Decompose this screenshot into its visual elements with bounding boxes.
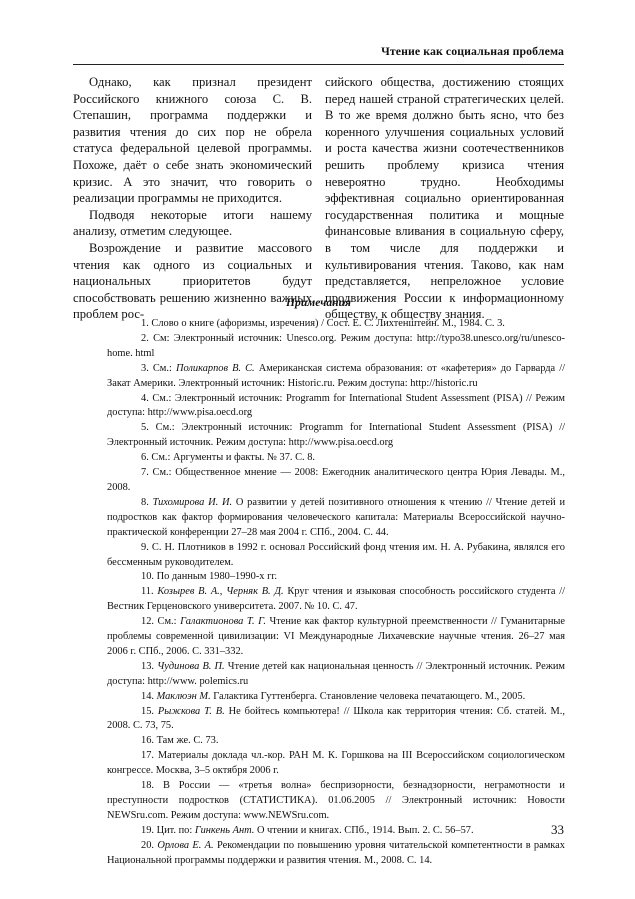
note-item: [107, 392, 565, 422]
note-number: 2.: [141, 332, 154, 344]
note-text: О чтении и книгах. СПб., 1914. Вып. 2. С. 56–57.: [254, 824, 474, 836]
note-item: [107, 749, 565, 779]
note-text: В России — «третья волна» беспризорности, безнадзорности, неграмотности и преступности подростков (СТАТИСТИКА). 01.06.2005 // Электронный источник: Новости NEWSru.com. Режим доступа: www.NEWSru.com.: [107, 780, 565, 821]
note-text: Круг чтения и языковая способность российского студента // Вестник Герценовского университета. 2007. № 10. С. 47.: [107, 586, 565, 613]
note-number: 16.: [141, 735, 157, 747]
note-text: Галактика Гуттенберга. Становление человека печатающего. М., 2005.: [210, 690, 526, 702]
note-number: 17.: [141, 750, 158, 762]
note-text: О развитии у детей позитивного отношения к чтению // Чтение детей и подростков как фактор формирования человеческого капитала: Материалы Всероссийской научно-практической конференции 27–28 мая 2004 г. СПб., 2004. С. 44.: [107, 496, 566, 538]
note-author: Поликарпов В. С.: [175, 362, 255, 374]
note-text: См: Электронный источник: Unesco.org. Режим доступа: http://typo38.unesco.org/ru/unesco-home. html: [107, 332, 565, 359]
note-author: Гинкень Ант.: [194, 824, 255, 836]
note-text: Чтение детей как национальная ценность // Электронный источник. Режим доступа: http://www. polemics.ru: [107, 660, 566, 687]
note-item: [107, 824, 565, 839]
note-number: 9.: [141, 541, 152, 553]
notes-list: [107, 317, 565, 869]
note-item: [107, 779, 565, 824]
note-text: См.: Общественное мнение — 2008: Ежегодник аналитического центра Юрия Левады. М., 2008.: [107, 467, 565, 493]
paragraph: сийского общества, достижению стоящих перед нашей страной стратегических целей. В то же время должно быть ясно, что без коренного улучшения социальных условий и роста качества жизни соотечественников решить проблему кризиса чтения невероятно трудно. Необходимы эффективная социально ориентированная государственная политика и мощные финансовые вливания в социальную сферу, в том числе для поддержки и культивирования чтения. Таково, как нам представляется, непреложное условие продвижения России к информационному обществу, к обществу знания.: [325, 75, 564, 322]
note-text: Рекомендации по повышению уровня читательской компетентности в рамках Национальной программы поддержки и развития чтения. М., 2008. С. 14.: [107, 839, 565, 866]
note-author: Галактионова Т. Г.: [180, 616, 266, 628]
body-text: [73, 74, 564, 323]
note-item: [107, 362, 565, 392]
note-item: [107, 466, 565, 496]
note-number: 18.: [141, 780, 163, 792]
note-item: [107, 541, 565, 571]
note-text: См.: Электронный источник: Programm for International Student Assessment (PISA) // Режим доступа: http://www.pisa.oecd.org: [107, 392, 566, 419]
note-author: Орлова Е. А.: [157, 839, 214, 851]
note-text: Материалы доклада чл.-кор. РАН М. К. Горшкова на III Всероссийском социологическом конгрессе. Москва, 3–5 октября 2006 г.: [107, 750, 565, 777]
note-item: [107, 734, 565, 749]
note-text: Американская система образования: от «кафетерия» до Гарварда // Закат Америки. Электронный источник: Historic.ru. Режим доступа: http://historic.ru: [107, 362, 566, 389]
note-author: Тихомирова И. И.: [152, 496, 233, 508]
paragraph: Однако, как признал президент Российского книжного союза С. В. Степашин, программа поддержки и развития чтения до сих пор не обрела статуса федеральной целевой программы. Похоже, даёт о себе знать экономический кризис. А это значит, что говорить о реализации программы не приходится.: [73, 75, 312, 206]
note-number: 1.: [141, 318, 152, 329]
note-item: [107, 615, 565, 660]
note-item: [107, 421, 565, 451]
note-item: [107, 570, 565, 585]
note-item: [107, 585, 565, 615]
note-number: 13.: [141, 660, 158, 672]
note-text: См.: Аргументы и факты. № 37. С. 8.: [151, 452, 316, 464]
left-column: [73, 74, 312, 323]
note-item: [107, 317, 565, 332]
note-number: 8.: [141, 496, 153, 508]
note-number: 11.: [141, 586, 158, 598]
note-item: [107, 332, 565, 362]
note-author: Чудинова В. П.: [157, 660, 225, 672]
note-item: [107, 705, 565, 735]
note-item: [107, 496, 565, 541]
note-number: 14.: [141, 690, 157, 702]
note-text: С. Н. Плотников в 1992 г. основал Российский фонд чтения им. Н. А. Рубакина, являлся его бессменным руководителем.: [107, 541, 566, 568]
note-author: Козырев В. А., Черняк В. Д.: [157, 586, 284, 598]
note-number: 10.: [141, 571, 157, 583]
note-number: 5.: [141, 422, 156, 434]
note-text: Там же. С. 73.: [156, 735, 219, 747]
note-text: Слово о книге (афоризмы, изречения) / Сост. Е. С. Лихтенштейн. М., 1984. С. 3.: [151, 318, 505, 329]
page-number: 33: [551, 822, 564, 837]
note-text: Чтение как фактор культурной преемственности // Гуманитарные проблемы современной цивилизации: VI Международные Лихачевские научные чтения. 26–27 мая 2006 г. СПб., 2006. С. 331–332.: [107, 616, 565, 657]
paragraph: Подводя некоторые итоги нашему анализу, отметим следующее.: [73, 207, 312, 239]
right-column: [325, 74, 564, 323]
note-text: По данным 1980–1990-х гг.: [156, 571, 278, 583]
note-number: 7.: [141, 467, 153, 479]
running-header: [73, 40, 564, 65]
note-author: Маклюэн М.: [156, 690, 211, 702]
note-item: [107, 660, 565, 690]
note-author: Рыжкова Т. В.: [157, 705, 225, 717]
note-text: См.: Электронный источник: Programm for International Student Assessment (PISA) // Электронный источник. Режим доступа: http://www.pisa.oecd.org: [107, 422, 565, 449]
note-number: 19. Цит. по:: [141, 824, 195, 836]
note-number: 12. См.:: [141, 616, 181, 628]
note-text: Не бойтесь компьютера! // Школа как территория чтения: Сб. статей. М., 2008. С. 73, 75.: [107, 705, 565, 732]
note-number: 20.: [141, 839, 158, 851]
note-number: 3. См.:: [141, 362, 176, 374]
note-number: 4.: [141, 392, 153, 404]
note-item: [107, 839, 565, 869]
running-title: Чтение как социальная проблема: [381, 44, 564, 58]
note-item: [107, 451, 565, 466]
paragraph: Возрождение и развитие массового чтения как одного из социальных и национальных приоритетов будут способствовать решению жизненно важных проблем рос-: [73, 240, 312, 322]
note-number: 15.: [141, 705, 158, 717]
notes-heading: Примечания: [286, 296, 351, 309]
note-item: [107, 690, 565, 705]
note-number: 6.: [141, 452, 152, 464]
